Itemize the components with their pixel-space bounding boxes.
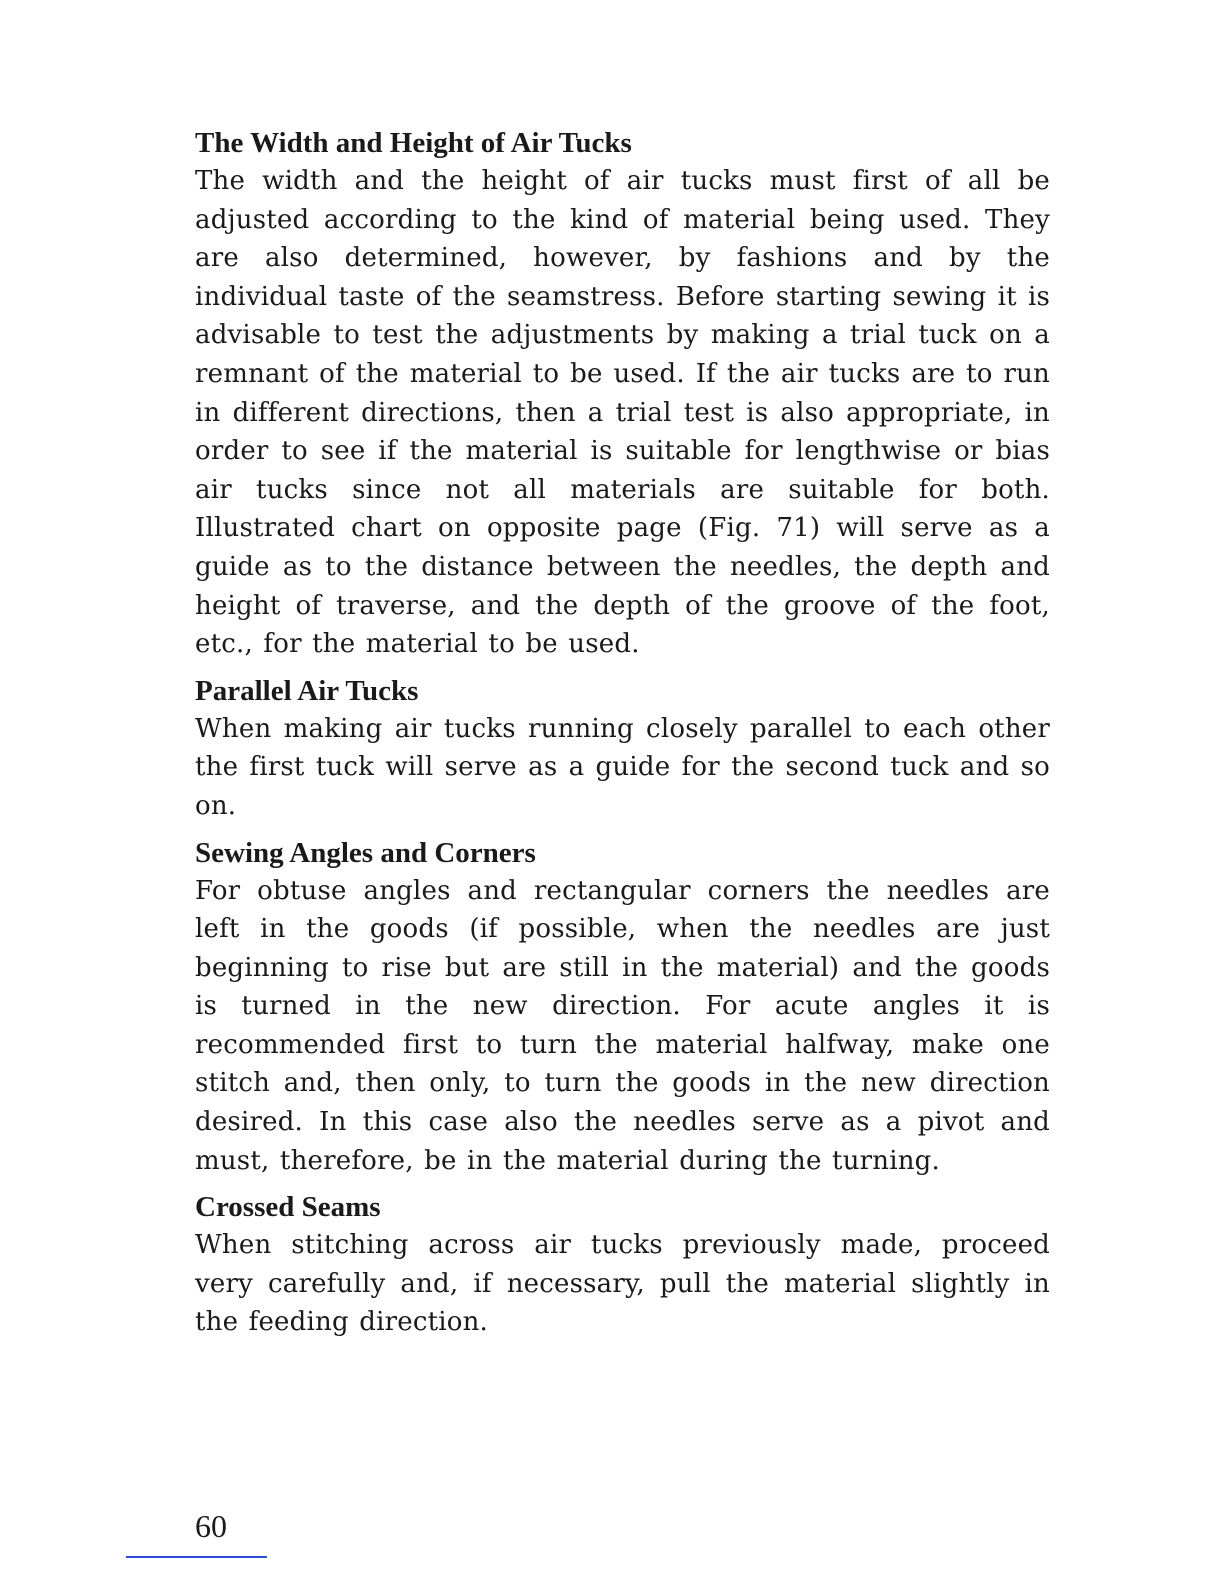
section-body-width-height: The width and the height of air tucks must first of all be adjusted according to the kind of material being used. They are also determined, however, by fashions and by the individual taste of the seamstress. Before starting sewing it is advisable to test the adjustments by making a trial tuck on a remnant of the material to be used. If the air tucks are to run in different directions, then a trial test is also appropriate, in order to see if the material is suitable for lengthwise or bias air tucks since not all materials are suitable for both. Illustrated chart on opposite page (Fig. 71) will serve as a guide as to the distance between the needles, the depth and height of traverse, and the depth of the groove of the foot, etc., for the material to be used.: [195, 166, 1050, 660]
section-heading-angles-corners: Sewing Angles and Corners: [195, 836, 536, 869]
page-content: [195, 124, 1050, 1350]
section-body-angles-corners: For obtuse angles and rectangular corners the needles are left in the goods (if possible, when the needles are just beginning to rise but are still in the material) and the goods is turned in the new direction. For acute angles it is recommended first to turn the material halfway, make one stitch and, then only, to turn the goods in the new direction desired. In this case also the needles serve as a pivot and must, therefore, be in the material during the turning.: [195, 875, 1050, 1176]
section-heading-crossed-seams: Crossed Seams: [195, 1191, 381, 1224]
section-heading-width-height: The Width and Height of Air Tucks: [195, 127, 632, 159]
footer-rule: [126, 1556, 267, 1558]
page-number: 60: [195, 1508, 227, 1544]
section-body-parallel: When making air tucks running closely parallel to each other the first tuck will serve as a guide for the second tuck and so on.: [195, 713, 1050, 821]
section-heading-parallel: Parallel Air Tucks: [195, 674, 419, 707]
section-body-crossed-seams: When stitching across air tucks previously made, proceed very carefully and, if necessary, pull the material slightly in the feeding direction.: [195, 1230, 1050, 1338]
